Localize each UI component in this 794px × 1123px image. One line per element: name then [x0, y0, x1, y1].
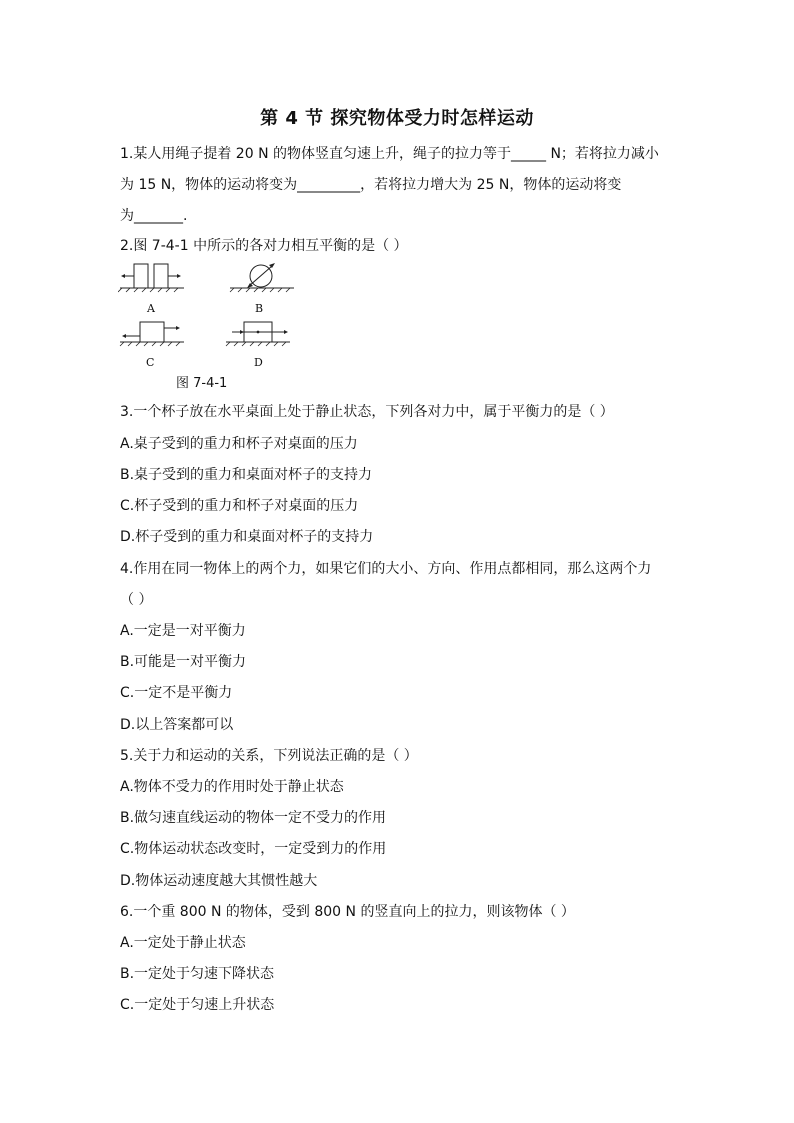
q5-stem: 5.关于力和运动的关系，下列说法正确的是（ ） [120, 748, 418, 764]
q3-option-d: D.杯子受到的重力和桌面对杯子的支持力 [120, 529, 374, 545]
q4-stem: 4.作用在同一物体上的两个力，如果它们的大小、方向、作用点都相同，那么这两个力 [120, 561, 652, 577]
q5-option-b: B.做匀速直线运动的物体一定不受力的作用 [120, 810, 387, 826]
diagram-d [226, 322, 290, 346]
q6-option-a: A.一定处于静止状态 [120, 935, 246, 951]
figure-label-d: D [254, 356, 263, 369]
q1-line-1: 1.某人用绳子提着 20 N 的物体竖直匀速上升，绳子的拉力等于_____ N；若将拉力减小 [120, 146, 659, 162]
q1-line-2: 为 15 N，物体的运动将变为_________，若将拉力增大为 25 N，物体的运动将变 [120, 177, 622, 193]
q4-stem-bracket: （ ） [120, 592, 153, 608]
q5-option-d: D.物体运动速度越大其惯性越大 [120, 873, 318, 889]
diagram-a [118, 264, 184, 292]
q6-option-c: C.一定处于匀速上升状态 [120, 997, 275, 1013]
q4-option-c: C.一定不是平衡力 [120, 685, 233, 701]
figure-label-c: C [146, 356, 155, 369]
q4-option-a: A.一定是一对平衡力 [120, 623, 246, 639]
q5-option-c: C.物体运动状态改变时，一定受到力的作用 [120, 841, 387, 857]
q6-option-b: B.一定处于匀速下降状态 [120, 966, 275, 982]
q2-stem: 2.图 7-4-1 中所示的各对力相互平衡的是（ ） [120, 238, 408, 254]
figure-label-b: B [255, 302, 264, 315]
diagram-b [230, 263, 294, 292]
q4-option-d: D.以上答案都可以 [120, 717, 234, 733]
q3-option-c: C.杯子受到的重力和杯子对桌面的压力 [120, 498, 359, 514]
q3-option-b: B.桌子受到的重力和桌面对杯子的支持力 [120, 467, 373, 483]
diagram-c [120, 322, 184, 346]
figure-caption: 图 7-4-1 [176, 376, 228, 391]
q5-option-a: A.物体不受力的作用时处于静止状态 [120, 779, 344, 795]
q4-option-b: B.可能是一对平衡力 [120, 654, 247, 670]
q3-stem: 3.一个杯子放在水平桌面上处于静止状态，下列各对力中，属于平衡力的是（ ） [120, 404, 614, 420]
q1-line-3: 为_______. [120, 208, 188, 224]
figure-label-a: A [147, 302, 155, 315]
q3-option-a: A.桌子受到的重力和杯子对桌面的压力 [120, 436, 358, 452]
page-title: 第 4 节 探究物体受力时怎样运动 [260, 108, 534, 129]
q6-stem: 6.一个重 800 N 的物体，受到 800 N 的竖直向上的拉力，则该物体（ ） [120, 904, 575, 920]
